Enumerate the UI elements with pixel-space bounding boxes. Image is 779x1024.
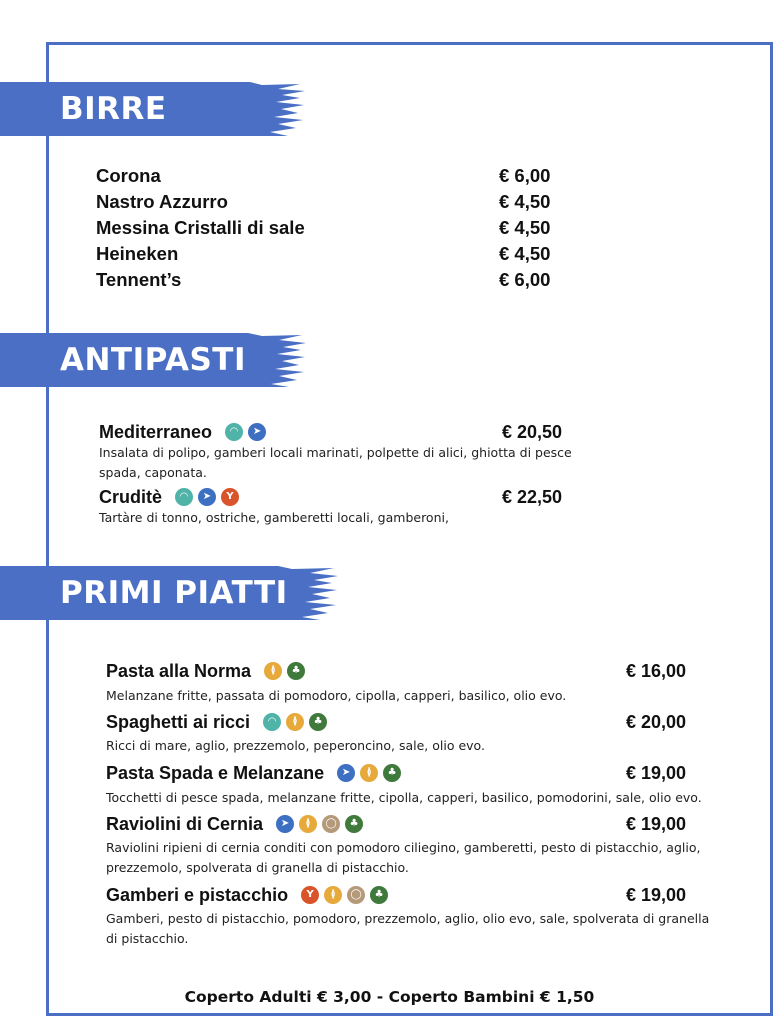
section-title-birre: BIRRE — [60, 91, 167, 127]
nut-icon: ◯ — [347, 886, 365, 904]
dish-price: € 19,00 — [626, 763, 687, 783]
dish-price: € 20,50 — [502, 422, 563, 442]
gluten-icon: ≬ — [286, 713, 304, 731]
beer-row — [96, 242, 556, 266]
beer-row — [96, 216, 556, 240]
dish-row — [106, 659, 696, 683]
dish-name: Cruditè — [99, 487, 162, 507]
beer-name: Nastro Azzurro — [96, 191, 228, 212]
dish-row — [106, 710, 696, 734]
fish-icon: ➤ — [248, 423, 266, 441]
beer-price: € 6,00 — [499, 165, 551, 186]
section-title-primi: PRIMI PIATTI — [60, 575, 288, 611]
dish-price: € 19,00 — [626, 885, 687, 905]
beer-name: Heineken — [96, 243, 179, 264]
dish-row — [99, 485, 569, 509]
shellfish-icon: ◠ — [175, 488, 193, 506]
crustacean-icon: Y — [221, 488, 239, 506]
celery-icon: ♣ — [370, 886, 388, 904]
beer-name: Tennent’s — [96, 269, 182, 290]
dish-description: Ricci di mare, aglio, prezzemolo, peperoncino, sale, olio evo. — [106, 738, 485, 753]
fish-icon: ➤ — [276, 815, 294, 833]
dish-description: Tartàre di tonno, ostriche, gamberetti locali, gamberoni, — [99, 510, 449, 525]
banner-primi — [0, 566, 345, 620]
dish-name: Mediterraneo — [99, 422, 213, 442]
beer-row — [96, 190, 556, 214]
beer-name: Corona — [96, 165, 161, 186]
celery-icon: ♣ — [309, 713, 327, 731]
dish-row — [99, 420, 569, 444]
beer-price: € 4,50 — [499, 217, 551, 238]
dish-price: € 16,00 — [626, 661, 687, 681]
dish-name: Pasta alla Norma — [106, 661, 252, 681]
dish-price: € 20,00 — [626, 712, 687, 732]
shellfish-icon: ◠ — [225, 423, 243, 441]
beer-row — [96, 164, 556, 188]
fish-icon: ➤ — [337, 764, 355, 782]
dish-row — [106, 812, 696, 836]
beer-price: € 6,00 — [499, 269, 551, 290]
celery-icon: ♣ — [383, 764, 401, 782]
dish-description: Gamberi, pesto di pistacchio, pomodoro, prezzemolo, aglio, olio evo, sale, spolverata di granella di pistacchio. — [106, 911, 710, 946]
dish-price: € 22,50 — [502, 487, 563, 507]
nut-icon: ◯ — [322, 815, 340, 833]
crustacean-icon: Y — [301, 886, 319, 904]
dish-description: Raviolini ripieni di cernia conditi con pomodoro ciliegino, gamberetti, pesto di pistacchio, aglio, prezzemolo, spolverata di granella di pistacchio. — [106, 840, 701, 875]
dish-price: € 19,00 — [626, 814, 687, 834]
banner-birre — [0, 82, 310, 136]
gluten-icon: ≬ — [360, 764, 378, 782]
dish-name: Gamberi e pistacchio — [106, 885, 289, 905]
gluten-icon: ≬ — [324, 886, 342, 904]
gluten-icon: ≬ — [264, 662, 282, 680]
dish-description: Tocchetti di pesce spada, melanzane fritte, cipolla, capperi, basilico, pomodorini, sale, olio evo. — [106, 790, 702, 805]
celery-icon: ♣ — [287, 662, 305, 680]
beer-name: Messina Cristalli di sale — [96, 217, 305, 238]
beer-price: € 4,50 — [499, 243, 551, 264]
gluten-icon: ≬ — [299, 815, 317, 833]
section-title-antipasti: ANTIPASTI — [60, 342, 246, 378]
beer-row — [96, 268, 556, 292]
dish-row — [106, 883, 696, 907]
dish-row — [106, 761, 696, 785]
dish-name: Raviolini di Cernia — [106, 814, 264, 834]
dish-description: Insalata di polipo, gamberi locali marinati, polpette di alici, ghiotta di pesce spada, caponata. — [99, 445, 572, 480]
fish-icon: ➤ — [198, 488, 216, 506]
banner-antipasti — [0, 333, 310, 387]
celery-icon: ♣ — [345, 815, 363, 833]
dish-description: Melanzane fritte, passata di pomodoro, cipolla, capperi, basilico, olio evo. — [106, 688, 567, 703]
shellfish-icon: ◠ — [263, 713, 281, 731]
dish-name: Spaghetti ai ricci — [106, 712, 251, 732]
dish-name: Pasta Spada e Melanzane — [106, 763, 325, 783]
cover-charge-note: Coperto Adulti € 3,00 - Coperto Bambini € 1,50 — [184, 988, 595, 1006]
beer-price: € 4,50 — [499, 191, 551, 212]
